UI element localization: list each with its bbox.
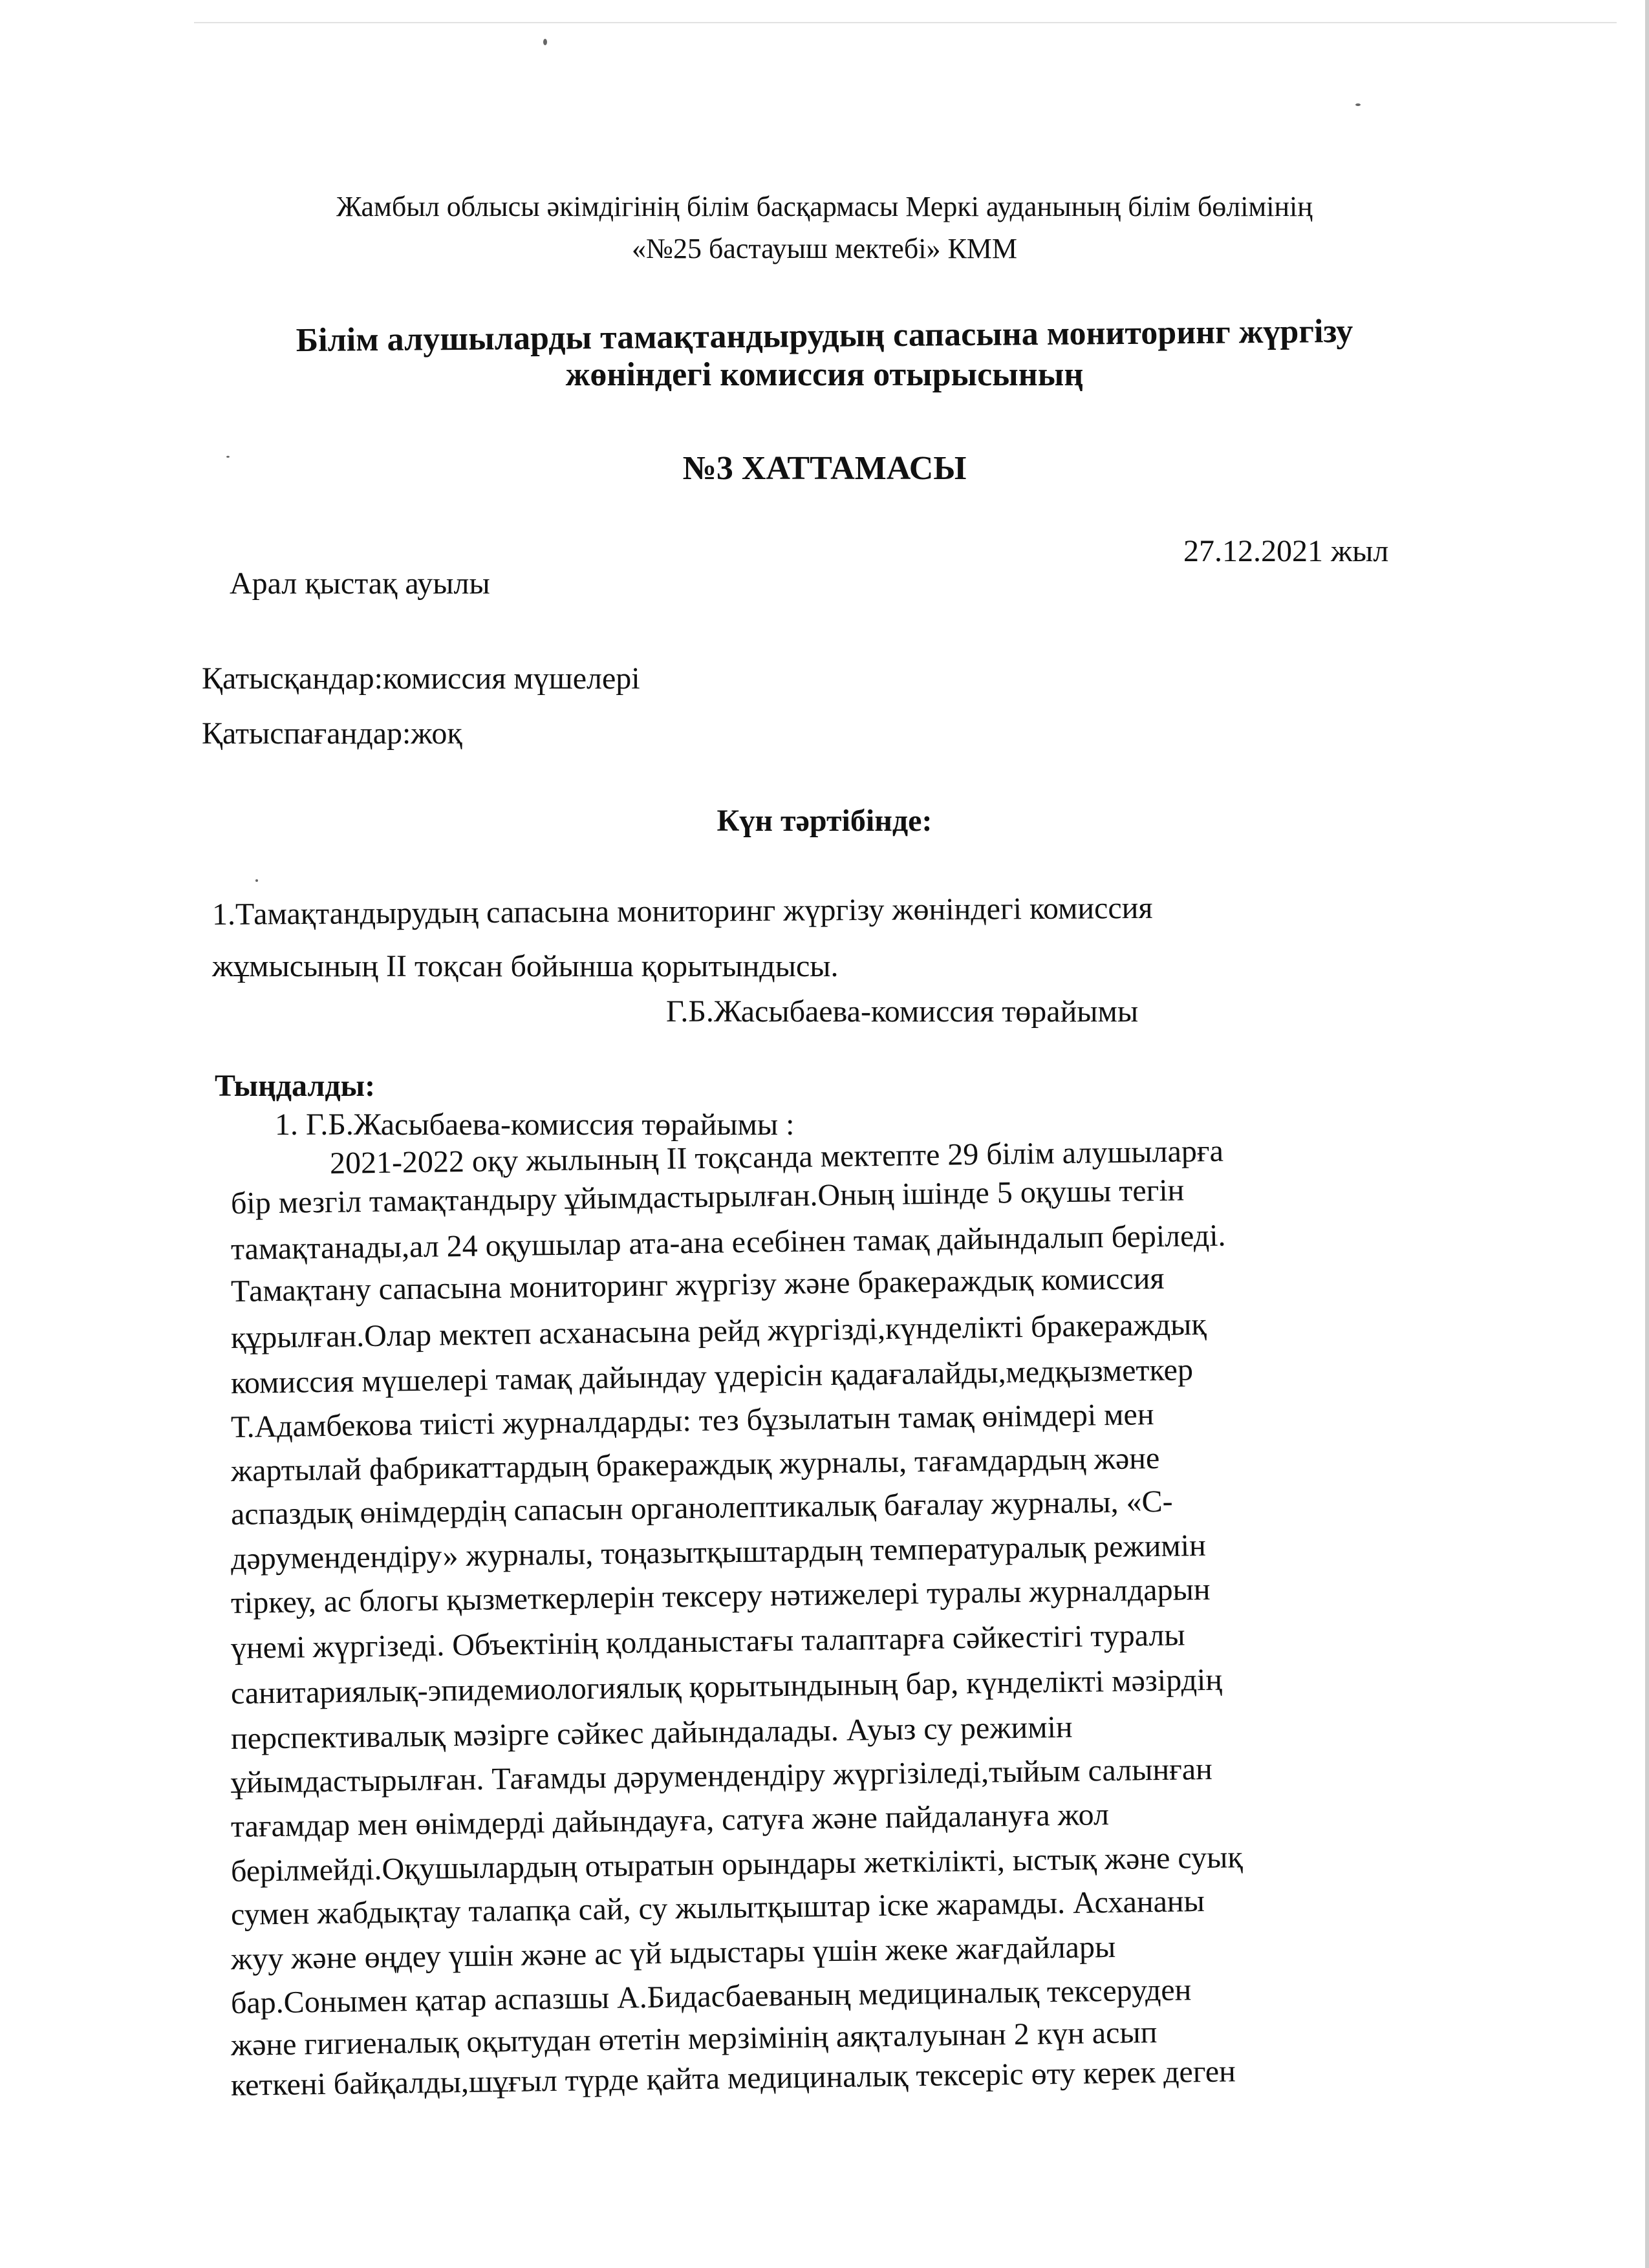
body-line: бар.Сонымен қатар аспазшы А.Бидасбаеваның медициналық тексеруден (230, 1973, 1192, 2020)
body-line: үнемі жүргізеді. Объектінің қолданыстағы талаптарға сәйкестігі туралы (230, 1618, 1185, 1665)
agenda-speaker: Г.Б.Жасыбаева-комиссия төрайымы (666, 994, 1139, 1029)
title-line-2: жөніндегі комиссия отырысының (565, 356, 1084, 393)
agenda-item-1-line-1: 1.Тамақтандырудың сапасына мониторинг жүргізу жөніндегі комиссия (211, 890, 1153, 932)
body-line: тіркеу, ас блогы қызметкерлерін тексеру нәтижелері туралы журналдарын (230, 1572, 1211, 1620)
body-line: сумен жабдықтау талапқа сай, су жылытқыштар іске жарамды. Асхананы (230, 1883, 1205, 1932)
body-line: бір мезгіл тамақтандыру ұйымдастырылған.Оның ішінде 5 оқушы тегін (230, 1173, 1185, 1221)
header-line-2: «№25 бастауыш мектебі» КММ (631, 233, 1018, 264)
attendees-absent: Қатыспағандар:жоқ (202, 716, 462, 751)
body-line: берілмейді.Оқушылардың отыратын орындары жеткілікті, ыстық және суық (230, 1840, 1243, 1888)
body-line: санитариялық-эпидемиологиялық қорытындының бар, күнделікті мәзірдің (230, 1662, 1223, 1711)
heard-heading: Тыңдалды: (215, 1069, 376, 1103)
body-line: жуу және өңдеу үшін және ас үй ыдыстары үшін жеке жағдайлары (230, 1929, 1116, 1976)
body-line: тамақтанады,ал 24 оқушылар ата-ана есебінен тамақ дайындалып беріледі. (230, 1218, 1226, 1267)
body-line: Т.Адамбекова тиісті журналдарды: тез бұзылатын тамақ өнімдері мен (230, 1397, 1154, 1444)
body-line: аспаздық өнімдердің сапасын органолептикалық бағалау журналы, «С- (230, 1484, 1173, 1532)
body-line: Тамақтану сапасына мониторинг жүргізу және бракераждық комиссия (230, 1261, 1165, 1309)
body-line: ұйымдастырылған. Тағамды дәрумендендіру жүргізіледі,тыйым салынған (230, 1751, 1213, 1800)
body-line: кеткені байқалды,шұғыл түрде қайта медициналық тексеріс өту керек деген (230, 2054, 1236, 2102)
agenda-heading: Күн тәртібінде: (717, 804, 932, 838)
attendees-present: Қатысқандар:комиссия мүшелері (202, 661, 640, 696)
body-line: және гигиеналық оқытудан өтетін мерзімінің аяқталуынан 2 күн асып (230, 2015, 1158, 2062)
title-line-1: Білім алушыларды тамақтандырудың сапасына мониторинг жүргізу (296, 312, 1353, 359)
protocol-number: №3 ХАТТАМАСЫ (682, 450, 967, 487)
protocol-place: Арал қыстақ ауылы (230, 566, 490, 601)
body-line: перспективалық мәзірге сәйкес дайындалады. Ауыз су режимін (230, 1709, 1073, 1756)
header-line-1: Жамбыл облысы әкімдігінің білім басқармасы Меркі ауданының білім бөлімінің (336, 191, 1313, 222)
body-line: комиссия мүшелері тамақ дайындау үдерісін қадағалайды,медқызметкер (230, 1353, 1194, 1400)
agenda-item-1-line-2: жұмысының ІІ тоқсан бойынша қорытындысы. (212, 949, 839, 983)
body-line: тағамдар мен өнімдерді дайындауға, сатуға және пайдалануға жол (230, 1797, 1110, 1844)
heard-item-1: 1. Г.Б.Жасыбаева-комиссия төрайымы : (275, 1107, 795, 1142)
body-line: құрылған.Олар мектеп асханасына рейд жүргізді,күнделікті бракераждық (230, 1307, 1207, 1355)
body-line: 2021-2022 оқу жылының ІІ тоқсанда мектепте 29 білім алушыларға (329, 1133, 1224, 1181)
body-line: дәрумендендіру» журналы, тоңазытқыштардың температуралық режимін (230, 1528, 1207, 1576)
body-line: жартылай фабрикаттардың бракераждық журналы, тағамдардың және (230, 1440, 1160, 1488)
protocol-date: 27.12.2021 жыл (1183, 534, 1389, 568)
